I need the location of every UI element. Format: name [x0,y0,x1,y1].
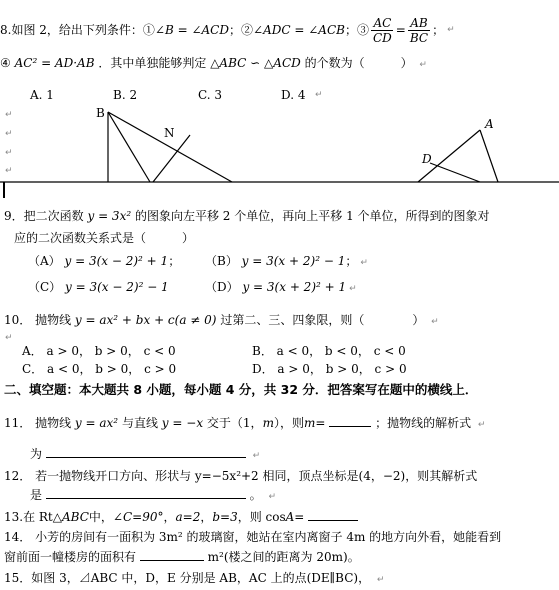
q9-opt-a-end: ； [168,254,181,268]
q10-option-a: A． a > 0， b > 0， c < 0 [22,344,176,358]
q15-line1 [4,571,384,588]
q14-line1-text: 14． 小芳的房间有一面积为 3m² 的玻璃窗，她站在室内离窗子 4m 的地方向外看，她能看到 [4,530,502,544]
q10-option-d: D． a > 0， b > 0， c > 0 [252,362,407,376]
q8-sep-1: ；② [229,22,254,37]
q13-text-b: 中， [88,510,113,524]
q13-answer-blank[interactable] [308,520,358,521]
q9-opt-b-label: （B） [205,254,238,268]
q9-function: y = 3x² [87,209,132,223]
q9-opt-a-formula: y = 3(x − 2)² + 1 [64,254,169,268]
q9-option-c [28,280,169,295]
q13-abc: ABC [62,510,89,524]
q8-line1 [0,14,455,46]
fig-label-d: D [422,152,432,166]
q11-answer-blank-1[interactable] [329,426,371,427]
q8-option-a: A. 1 [30,88,54,102]
fig-line-d [430,163,480,182]
q8-option-d: D. 4 [281,88,306,102]
q11-formula-1: y = ax² [74,416,119,430]
q13-b: b=3 [212,510,238,524]
q11-m: m [262,416,274,430]
q8-sep-2: ；③ [344,22,369,37]
q9-opt-b-formula: y = 3(x + 2)² − 1 [241,254,346,268]
return-mark: ↵ [315,90,323,100]
return-mark: ↵ [5,110,13,120]
q11-text-3: 交于（1， [206,416,263,430]
q9-line1-rest: 的图象向左平移 2 个单位，再向上平移 1 个单位，所得到的图象对 [134,209,490,223]
q11-text-1: 11． 抛物线 [4,416,72,430]
q8-frac-num-1: AC [373,15,392,30]
q8-option-b: B. 2 [113,88,138,102]
return-mark: ↵ [268,492,277,502]
q12-answer-blank[interactable] [46,498,246,499]
q8-frac-den-2: BC [409,30,429,45]
q11-text-2: 与直线 [121,416,158,430]
fig-label-b: B [96,106,105,120]
q11-formula-2: y = −x [161,416,204,430]
q14-answer-blank[interactable] [140,560,204,561]
q11-line1 [4,416,485,433]
q8-condition-4: AC² = AD·AB [14,56,95,70]
q14-line2-a: 窗前面一幢楼房的面积有 [4,550,137,564]
q8-triangle-acd: △ACD [264,56,301,70]
return-mark: ↵ [5,333,13,343]
q8-fraction-ac-cd [371,16,394,45]
fig-line-a-right [480,130,498,182]
q8-condition-2: ∠ADC = ∠ACB [253,22,345,37]
q11-answer-blank-2[interactable] [46,457,246,458]
q13-cos-a: A= [285,510,305,524]
q12-line1 [4,469,477,484]
return-mark: ↵ [5,148,13,158]
q13-text-c: ， [163,510,176,524]
q11-m2: m [303,416,316,430]
q12-line2-end: 。 [249,488,262,502]
return-mark: ↵ [360,258,368,268]
q9-option-a [28,254,180,269]
q8-line2 [0,56,427,73]
q8-line2-prefix: ④ [0,56,11,70]
fig-line-b-mid [108,112,150,182]
q10-option-c: C． a < 0， b > 0， c > 0 [22,362,177,376]
q11-text-5: ；抛物线的解析式 [375,416,472,430]
q13-text-d: ， [200,510,213,524]
return-mark: ↵ [349,284,357,294]
return-mark: ↵ [431,317,439,327]
q9-option-b [205,254,368,271]
fig-label-a: A [485,117,494,131]
section-2-text: 二、填空题：本大题共 8 小题，每小题 4 分，共 32 分．把答案写在题中的横线上． [4,382,478,397]
q8-frac-den-1: CD [372,30,392,45]
q13-condition: ∠C=90° [112,510,164,524]
q9-opt-d-formula: y = 3(x + 2)² + 1 [242,280,347,294]
fig-line-b-right [108,112,232,182]
q8-condition-1: ∠B = ∠ACD [154,22,229,37]
q12-line2 [30,488,276,505]
return-mark: ↵ [447,24,455,35]
section-2-heading [4,382,477,397]
q8-end-1: ； [432,22,445,37]
q9-opt-c-label: （C） [28,280,62,294]
return-mark: ↵ [419,60,427,70]
q8-line1-text: 8.如图 2，给出下列条件：① [0,22,155,37]
q11-line2 [30,447,260,464]
q10-option-b: B． a < 0， b < 0， c < 0 [252,344,406,358]
q9-opt-a-label: （A） [28,254,61,268]
q14-line2-b: m²(楼之间的距离为 20m)。 [207,550,360,564]
q10-line1-text: 10． 抛物线 [4,313,72,327]
q9-opt-c-formula: y = 3(x − 2)² − 1 [65,280,169,294]
q8-line2-end: 的个数为（ ） [304,56,413,70]
q9-line2-text: 应的二次函数关系式是（ ） [14,231,195,245]
q9-line1 [4,209,490,224]
q8-line2-mid: ．其中单独能够判定 [98,56,207,70]
q14-line1 [4,530,501,545]
q8-fraction-ab-bc [408,16,430,45]
q9-opt-d-label: （D） [205,280,239,294]
q10-line1-rest: 过第二、三、四象限，则（ ） [220,313,425,327]
return-mark: ↵ [5,166,13,176]
q11-eq: = [315,416,326,430]
q13-line [4,510,358,525]
q13-a: a=2 [175,510,201,524]
q9-line2 [14,231,194,246]
q10-line1 [4,313,439,330]
q11-text-4: ），则 [273,416,304,430]
q12-line1-text: 12． 若一抛物线开口方向、形状与 y=−5x²+2 相同，顶点坐标是(4，−2)，则其解析式 [4,469,478,483]
fig-line-n [153,135,190,182]
q15-line1-text: 15．如图 3，⊿ABC 中，D，E 分别是 AB，AC 上的点(DE∥BC)， [4,571,371,585]
q11-line2-text: 为 [30,447,43,461]
q13-text-e: ，则 cos [237,510,286,524]
q8-similar-symbol: ∽ [250,56,261,70]
q8-triangle-abc: △ABC [210,56,247,70]
fig-label-n: N [164,126,175,140]
q8-figure [0,100,559,200]
q8-equals: = [395,22,406,37]
q8-frac-num-2: AB [410,15,428,30]
q10-function: y = ax² + bx + c(a ≠ 0) [74,313,217,327]
q14-line2 [4,550,360,565]
q12-line2-text: 是 [30,488,43,502]
q9-opt-b-end: ； [345,254,358,268]
q9-line1-text: 9．把二次函数 [4,209,84,223]
return-mark: ↵ [477,420,486,430]
q9-option-d [205,280,357,297]
return-mark: ↵ [376,575,385,585]
return-mark: ↵ [5,129,13,139]
q13-text-a: 13.在 Rt△ [4,510,62,524]
q8-option-c: C. 3 [198,88,223,102]
return-mark: ↵ [252,451,261,461]
